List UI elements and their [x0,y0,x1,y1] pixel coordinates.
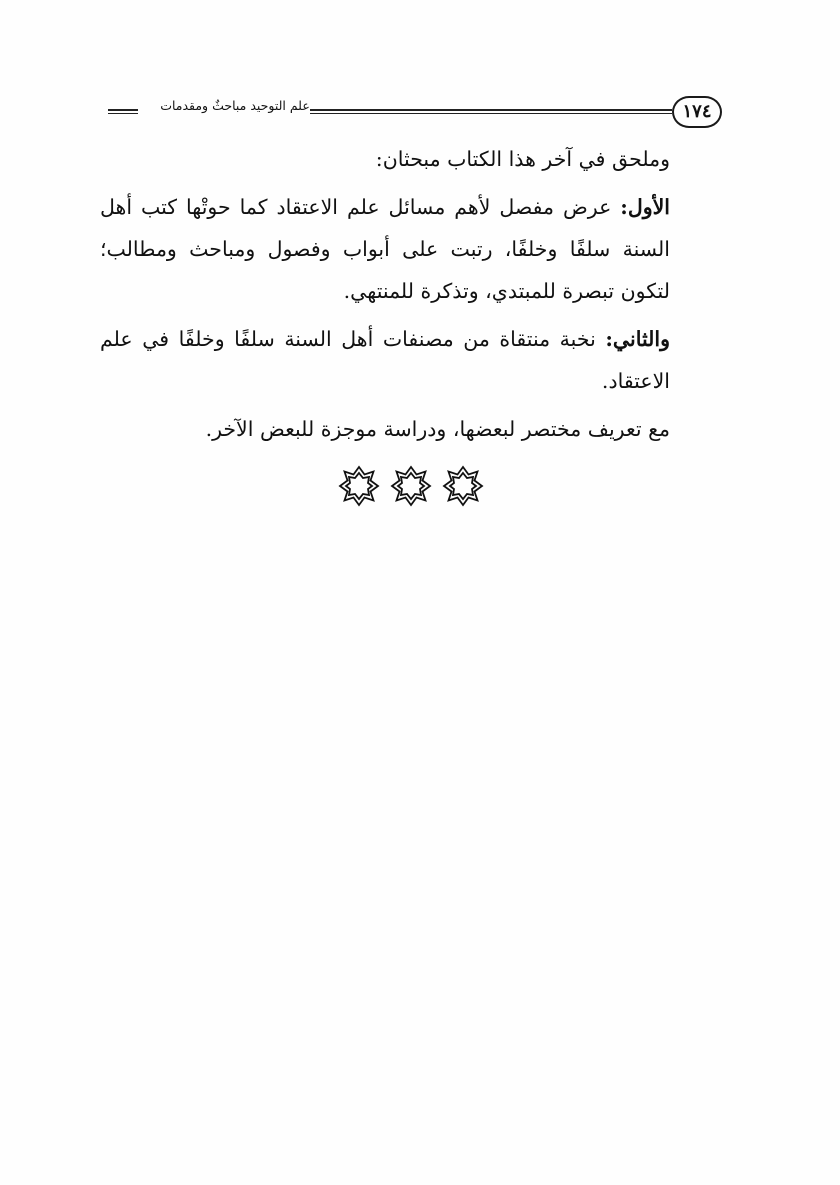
body-text [100,138,670,450]
closing-paragraph: مع تعريف مختصر لبعضها، ودراسة موجزة للبعض الآخر. [205,417,670,441]
header-rule-short [108,109,138,114]
page-number-badge [672,96,722,128]
page-header [100,94,722,136]
octagram-star-icon [389,464,433,508]
section-end-ornament [337,462,485,510]
second-lead: والثاني: [605,327,670,351]
first-paragraph [100,186,670,312]
first-lead: الأول: [620,195,670,219]
second-text: نخبة منتقاة من مصنفات أهل السنة سلفًا وخلفًا في علم الاعتقاد. [100,327,670,393]
octagram-star-icon [441,464,485,508]
running-title: علم التوحيد مباحثٌ ومقدمات [160,98,310,113]
first-text: عرض مفصل لأهم مسائل علم الاعتقاد كما حوتْها كتب أهل السنة سلفًا وخلفًا، رتبت على أبواب وفصول ومباحث ومطالب؛ لتكون تبصرة للمبتدي، وتذكرة للمنتهي. [100,195,670,303]
second-paragraph [100,318,670,402]
octagram-star-icon [337,464,381,508]
page-number: ١٧٤ [682,101,712,122]
intro-paragraph: وملحق في آخر هذا الكتاب مبحثان: [375,147,670,171]
header-rule-long [310,109,672,114]
